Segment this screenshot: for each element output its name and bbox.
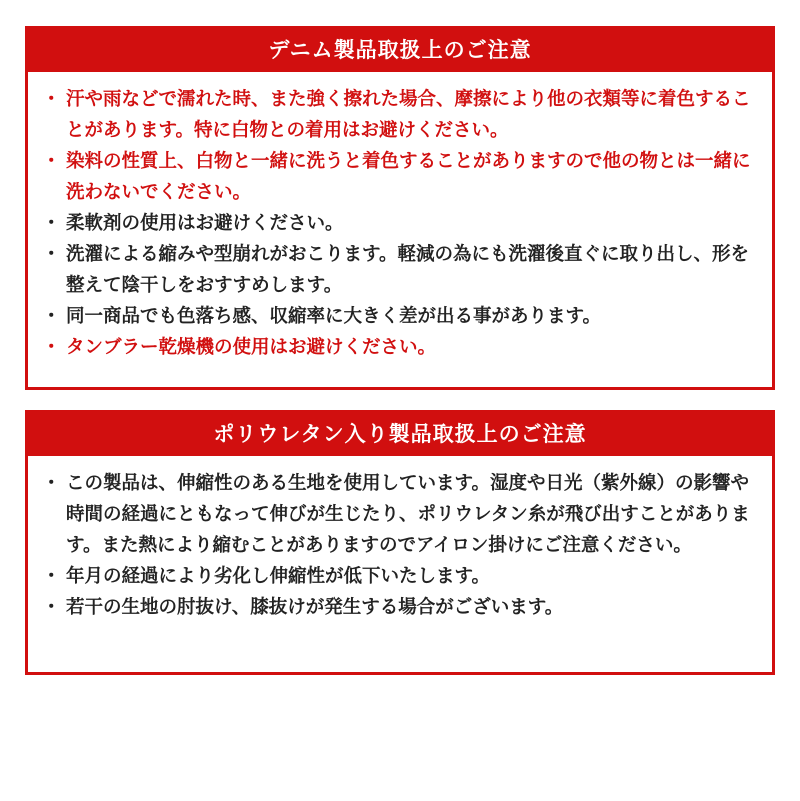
denim-notice-item: ・ タンブラー乾燥機の使用はお避けください。	[42, 332, 754, 363]
denim-notice-title: デニム製品取扱上のご注意	[28, 29, 772, 72]
denim-notice-item: ・ 汗や雨などで濡れた時、また強く擦れた場合、摩擦により他の衣類等に着色することがあります。特に白物との着用はお避けください。	[42, 84, 754, 146]
denim-notice-item: ・ 染料の性質上、白物と一緒に洗うと着色することがありますので他の物とは一緒に洗わないでください。	[42, 146, 754, 208]
denim-notice-list	[28, 72, 772, 377]
denim-care-notice	[25, 26, 775, 390]
polyurethane-care-notice	[25, 410, 775, 675]
polyurethane-notice-list	[28, 456, 772, 637]
denim-notice-item: ・ 洗濯による縮みや型崩れがおこります。軽減の為にも洗濯後直ぐに取り出し、形を整えて陰干しをおすすめします。	[42, 239, 754, 301]
polyurethane-notice-item: ・ この製品は、伸縮性のある生地を使用しています。湿度や日光（紫外線）の影響や時間の経過にともなって伸びが生じたり、ポリウレタン糸が飛び出すことがあります。また熱により縮むことがありますのでアイロン掛けにご注意ください。	[42, 468, 754, 561]
denim-notice-item: ・ 同一商品でも色落ち感、収縮率に大きく差が出る事があります。	[42, 301, 754, 332]
polyurethane-notice-title: ポリウレタン入り製品取扱上のご注意	[28, 413, 772, 456]
denim-notice-item: ・ 柔軟剤の使用はお避けください。	[42, 208, 754, 239]
polyurethane-notice-item: ・ 年月の経過により劣化し伸縮性が低下いたします。	[42, 561, 754, 592]
polyurethane-notice-item: ・ 若干の生地の肘抜け、膝抜けが発生する場合がございます。	[42, 592, 754, 623]
